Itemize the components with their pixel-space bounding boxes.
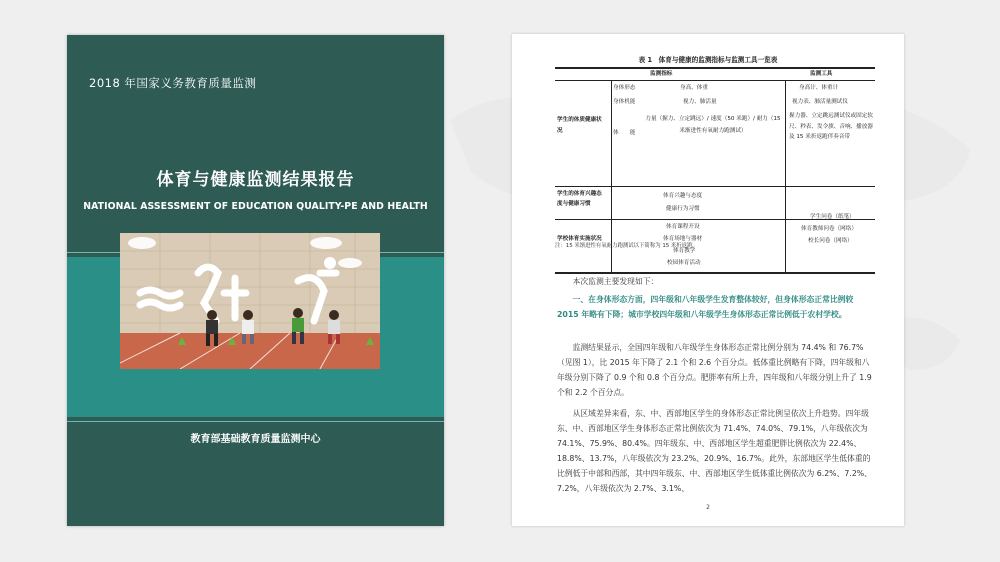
indicator-campus-activity: 校园体育活动 <box>667 260 701 266</box>
paragraph-2: 从区域差异来看，东、中、西部地区学生的身体形态正常比例呈依次上升趋势。四年级东、中、西部地区学生身体形态正常比例依次为 71.4%、74.0%、79.1%，八年级依次为 74.1%、75.9%、80.4%。四年级东、中、西部地区学生超重肥胖比例依次为 22.4%、18.8%、13.7%，八年级依次为 23.2%、20.9%、16.7%。此外，东部地区学生低体重的比例低于中部和西部，其中四年级东、中、西部地区学生低体重比例依次为 6.2%、7.2%、7.2%，八年级依次为 2.7%、3.1%、 <box>557 409 872 493</box>
cover-english-title: NATIONAL ASSESSMENT OF EDUCATION QUALITY-PE AND HEALTH <box>83 201 428 212</box>
indicator-teaching: 体育教学 <box>673 248 696 254</box>
section-label-school-pe: 学校体育实施状况 <box>557 236 602 242</box>
row-sub-body-function: 身体机能 <box>613 99 636 105</box>
cover-band-line-bottom <box>67 421 444 422</box>
table-header-tool: 监测工具 <box>810 71 833 77</box>
finding-1-heading: 一、在身体形态方面，四年级和八年级学生发育整体较好，但身体形态正常比例较 2015 年略有下降；城市学校四年级和八年级学生身体形态正常比例低于农村学校。 <box>557 295 854 319</box>
row-tool-body-shape: 身高计、体重计 <box>799 85 839 91</box>
table-note: 注：15 米渐进性有氧耐力跑测试以下简称为 15 米折返跑。 <box>555 243 698 249</box>
section-label-physical-health: 学生的体质健康状况 <box>557 117 602 134</box>
cover-main-title: 体育与健康监测结果报告 <box>156 170 355 190</box>
tool-student-questionnaire: 学生问卷（纸笔） <box>810 214 855 220</box>
report-page <box>512 34 904 526</box>
row-indicator-body-shape: 身高、体重 <box>680 85 708 91</box>
indicator-habits: 健康行为习惯 <box>666 206 700 212</box>
table-title: 表 1 体育与健康的监测指标与监测工具一览表 <box>638 56 778 64</box>
row-indicator-fitness: 力量（握力、立定跳远）/ 速度（50 米跑）/ 耐力（15 米渐进性有氧耐力跑测试） <box>645 116 781 134</box>
indicator-curriculum: 体育课程开设 <box>666 224 700 230</box>
finding-1-block <box>557 292 877 322</box>
row-sub-fitness: 体 能 <box>613 130 636 136</box>
cover-publisher: 教育部基础教育质量监测中心 <box>190 434 321 445</box>
indicator-interest: 体育兴趣与态度 <box>663 193 703 199</box>
body-intro-block <box>557 274 877 289</box>
cover-photo-children-running <box>120 233 380 369</box>
cover-year-title: 2018 年国家义务教育质量监测 <box>89 76 257 90</box>
row-tool-body-function: 视力表、肺活量测试仪 <box>792 99 848 105</box>
paragraph-1-block <box>557 340 877 400</box>
indicator-facilities: 体育场地与器材 <box>663 236 703 242</box>
paragraph-2-block <box>557 406 877 496</box>
paragraph-1: 监测结果显示，全国四年级和八年级学生身体形态正常比例分别为 74.4% 和 76.7%（见图 1），比 2015 年下降了 2.1 个和 2.6 个百分点。低体重比例略有下降，四年级和八年级分别下降了 0.9 个和 0.8 个百分点。肥胖率有所上升，四年级和八年级分别上升了 1.9 个和 2.2 个百分点。 <box>557 343 872 397</box>
page-number: 2 <box>706 504 710 511</box>
row-sub-body-shape: 身体形态 <box>613 85 636 91</box>
intro-line: 本次监测主要发现如下： <box>572 277 659 286</box>
report-cover <box>67 35 444 526</box>
row-indicator-body-function: 视力、肺活量 <box>683 99 717 105</box>
table-header-indicator: 监测指标 <box>650 71 673 77</box>
section-label-interest-habits: 学生的体育兴趣态度与健康习惯 <box>557 191 602 207</box>
row-tool-fitness: 握力器、立定跳远测试仪或固定软尺、秒表、发令旗、音响、播放器及 15 米折返跑伴奏音带 <box>789 113 873 140</box>
tool-principal-questionnaire: 校长问卷（网络） <box>808 238 853 244</box>
tool-teacher-questionnaire: 体育教师问卷（网络） <box>801 226 857 232</box>
